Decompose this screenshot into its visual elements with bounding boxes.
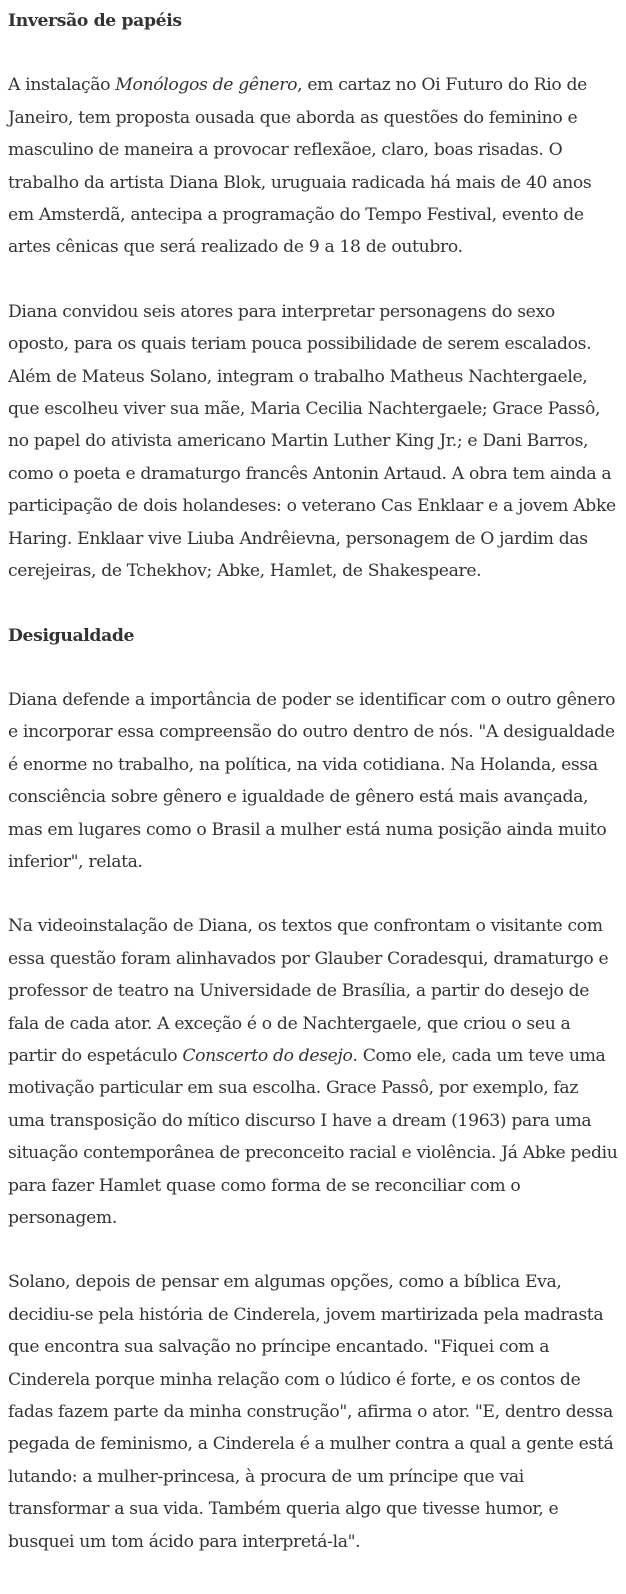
paragraph-intro-start: A instalação <box>8 75 116 96</box>
work-title-conscerto: Conscerto do desejo <box>182 1045 353 1066</box>
section-heading-inversao: Inversão de papéis <box>8 11 182 31</box>
paragraph-solano: Solano, depois de pensar em algumas opções, como a bíblica Eva, decidiu-se pela história de Cinderela, jovem martirizada pela madrasta que encontra sua salvação no príncipe encantado. "Fiquei com a Cinderela porque minha relação com o lúdico é forte, e os contos de fadas fazem parte da minha construção", afirma o ator. "E, dentro dessa pegada de feminismo, a Cinderela é a mulher contra a qual a gente está lutando: a mulher-princesa, à procura de um príncipe que vai transformar a sua vida. Também queria algo que tivesse humor, e busquei um tom ácido para interpretá-la". <box>8 1272 614 1552</box>
paragraph-videoinstalacao <box>8 910 618 1234</box>
paragraph-videoinstalacao-start: Na videoinstalação de Diana, os textos que confrontam o visitante com essa questão foram alinhavados por Glauber Coradesqui, dramaturgo e professor de teatro na Universidade de Brasília, a partir do desejo de fala de cada ator. A exceção é o de Nachtergaele, que criou o seu a partir do espetáculo <box>8 916 609 1066</box>
paragraph-intro-end: , em cartaz no Oi Futuro do Rio de Janeiro, tem proposta ousada que aborda as questões do feminino e masculino de maneira a provocar reflexãoe, claro, boas risadas. O trabalho da artista Diana Blok, uruguaia radicada há mais de 40 anos em Amsterdã, antecipa a programação do Tempo Festival, evento de artes cênicas que será realizado de 9 a 18 de outubro. <box>8 75 592 258</box>
work-title-monologos: Monólogos de gênero <box>115 75 298 96</box>
paragraph-diana-quote: Diana defende a importância de poder se identificar com o outro gênero e incorporar essa compreensão do outro dentro de nós. "A desigualdade é enorme no trabalho, na política, na vida cotidiana. Na Holanda, essa consciência sobre gênero e igualdade de gênero está mais avançada, mas em lugares como o Brasil a mulher está numa posição ainda muito inferior", relata. <box>8 689 616 872</box>
section-heading-desigualdade: Desigualdade <box>8 625 135 646</box>
paragraph-videoinstalacao-end: . Como ele, cada um teve uma motivação particular em sua escolha. Grace Passô, por exemplo, faz uma transposição do mítico discurso I have a dream (1963) para uma situação contemporânea de preconceito racial e violência. Já Abke pediu para fazer Hamlet quase como forma de se reconciliar com o personagem. <box>8 1045 618 1228</box>
paragraph-intro <box>8 69 618 263</box>
paragraph-actors: Diana convidou seis atores para interpretar personagens do sexo oposto, para os quais teriam pouca possibilidade de serem escalados. Além de Mateus Solano, integram o trabalho Matheus Nachtergaele, que escolheu viver sua mãe, Maria Cecilia Nachtergaele; Grace Passô, no papel do ativista americano Martin Luther King Jr.; e Dani Barros, como o poeta e dramaturgo francês Antonin Artaud. A obra tem ainda a participação de dois holandeses: o veterano Cas Enklaar e a jovem Abke Haring. Enklaar vive Liuba Andrêievna, personagem de O jardim das cerejeiras, de Tchekhov; Abke, Hamlet, de Shakespeare. <box>8 301 616 582</box>
article-body <box>0 5 626 1558</box>
